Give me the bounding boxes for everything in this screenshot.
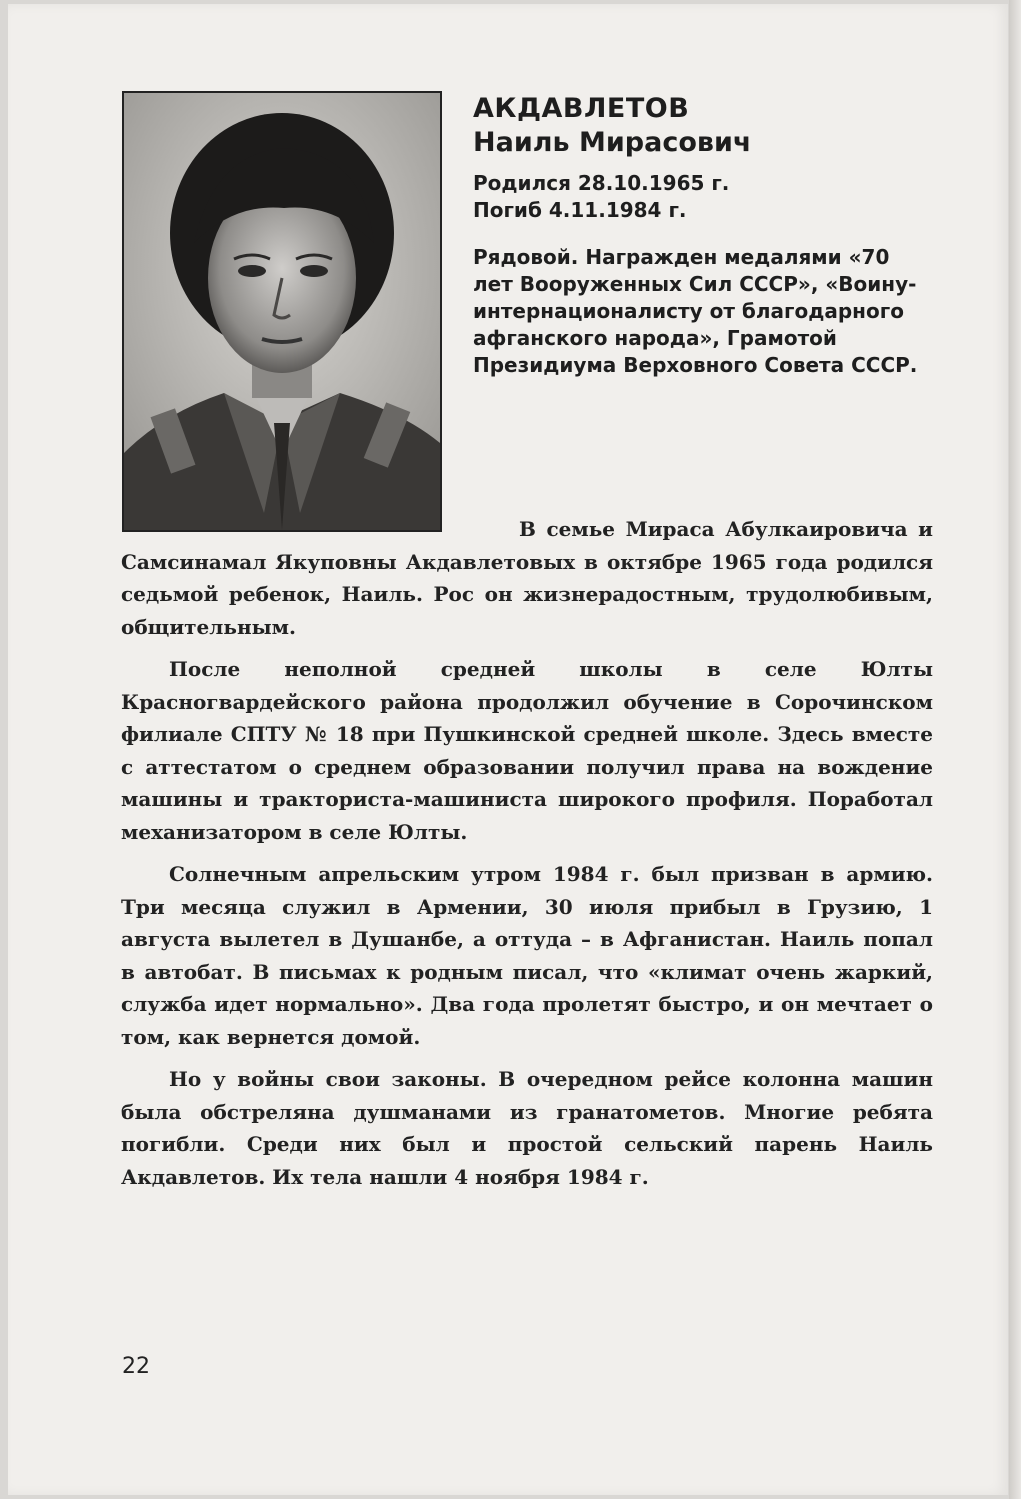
paragraph: После неполной средней школы в селе Юлты Красногвардейского района продолжил обучение в Сорочинском филиале СПТУ № 18 при Пушкинской средней школе. Здесь вместе с аттестатом о среднем образовании получил права на вождение машины и тракториста-машиниста широкого профиля. Поработал механизатором в селе Юлты. <box>121 657 933 844</box>
portrait-image <box>124 93 440 530</box>
rank-and-awards: Рядовой. Награжден медалями «70 лет Вооруженных Сил СССР», «Воину-интернационалисту от благодарного афганского народа», Грамотой Президиума Верховного Совета СССР. <box>473 245 918 377</box>
birth-date: Родился 28.10.1965 г. <box>473 171 730 195</box>
page-edge <box>1009 0 1021 1499</box>
biography-header <box>473 92 933 379</box>
surname: АКДАВЛЕТОВ <box>473 93 690 124</box>
portrait-photo <box>122 91 442 532</box>
biography-text <box>121 513 933 1193</box>
paragraph: В семье Мираса Абулкаировича и Самсинамал Якуповны Акдавлетовых в октябре 1965 года родился седьмой ребенок, Наиль. Рос он жизнерадостным, трудолюбивым, общительным. <box>121 517 933 639</box>
given-names: Наиль Мирасович <box>473 127 752 158</box>
paragraph: Но у войны свои законы. В очередном рейсе колонна машин была обстреляна душманами из гранатометов. Многие ребята погибли. Среди них был и простой сельский парень Наиль Акдавлетов. Их тела нашли 4 ноября 1984 г. <box>121 1067 933 1189</box>
page-number: 22 <box>122 1354 150 1379</box>
death-date: Погиб 4.11.1984 г. <box>473 198 687 222</box>
book-page <box>8 4 1008 1495</box>
paragraph: Солнечным апрельским утром 1984 г. был призван в армию. Три месяца служил в Армении, 30 июля прибыл в Грузию, 1 августа вылетел в Душанбе, а оттуда – в Афганистан. Наиль попал в автобат. В письмах к родным писал, что «климат очень жаркий, служба идет нормально». Два года пролетят быстро, и он мечтает о том, как вернется домой. <box>121 862 933 1049</box>
